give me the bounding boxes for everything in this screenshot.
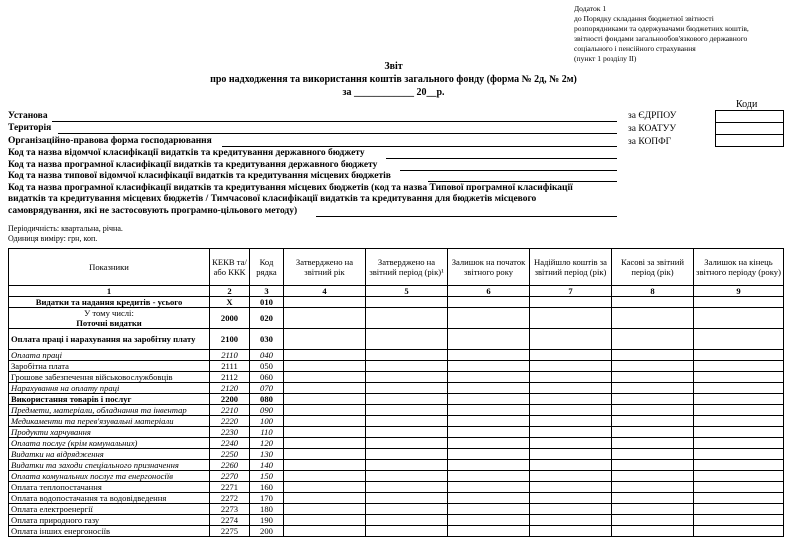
- row-code: 020: [250, 308, 284, 329]
- row-code: 010: [250, 297, 284, 308]
- value-cell[interactable]: [694, 405, 784, 416]
- annex-line: звітності фондами загальнообов'язкового державного: [574, 34, 748, 43]
- value-cell[interactable]: [448, 329, 530, 350]
- value-cell[interactable]: [448, 394, 530, 405]
- value-cell[interactable]: [530, 297, 612, 308]
- value-cell[interactable]: [284, 372, 366, 383]
- annex-note: [574, 4, 784, 64]
- unit-note: Одиниця виміру: грн, коп.: [8, 234, 98, 243]
- row-code: 050: [250, 361, 284, 372]
- value-cell[interactable]: [366, 329, 448, 350]
- column-number: 6: [448, 286, 530, 297]
- value-cell[interactable]: [612, 482, 694, 493]
- value-cell[interactable]: [284, 427, 366, 438]
- row-code: 040: [250, 350, 284, 361]
- col-header-received: Надійшло коштів за звітний період (рік): [530, 249, 612, 286]
- value-cell[interactable]: [366, 482, 448, 493]
- row-label: Оплата праці: [9, 350, 210, 361]
- value-cell[interactable]: [694, 297, 784, 308]
- value-cell[interactable]: [366, 383, 448, 394]
- value-cell[interactable]: [612, 394, 694, 405]
- value-cell[interactable]: [530, 394, 612, 405]
- kopfg-code-field[interactable]: [715, 134, 784, 147]
- row-label: Медикаменти та перев'язувальні матеріали: [9, 416, 210, 427]
- row-code: 160: [250, 482, 284, 493]
- row-code: 170: [250, 493, 284, 504]
- row-kekv: 2120: [210, 383, 250, 394]
- row-label-line: У тому числі:: [84, 308, 134, 318]
- column-number: 1: [9, 286, 210, 297]
- value-cell[interactable]: [694, 460, 784, 471]
- column-number: 9: [694, 286, 784, 297]
- table-row: [9, 438, 784, 449]
- column-number: 7: [530, 286, 612, 297]
- row-kekv: 2271: [210, 482, 250, 493]
- value-cell[interactable]: [448, 308, 530, 329]
- row-code: 190: [250, 515, 284, 526]
- value-cell[interactable]: [694, 427, 784, 438]
- value-cell[interactable]: [284, 471, 366, 482]
- value-cell[interactable]: [284, 460, 366, 471]
- value-cell[interactable]: [694, 372, 784, 383]
- row-kekv: 2273: [210, 504, 250, 515]
- value-cell[interactable]: [530, 350, 612, 361]
- value-cell[interactable]: [530, 308, 612, 329]
- value-cell[interactable]: [448, 361, 530, 372]
- row-label-line: Поточні видатки: [76, 318, 142, 328]
- row-label: Заробітна плата: [9, 361, 210, 372]
- value-cell[interactable]: [366, 493, 448, 504]
- row-kekv: 2100: [210, 329, 250, 350]
- field-prog-class-state: Код та назва програмної класифікації видатків та кредитування державного бюджету: [8, 160, 378, 170]
- value-cell[interactable]: [366, 394, 448, 405]
- annex-line: соціального і пенсійного страхування: [574, 44, 696, 53]
- value-cell[interactable]: [694, 471, 784, 482]
- value-cell[interactable]: [530, 416, 612, 427]
- row-kekv: 2112: [210, 372, 250, 383]
- table-row: [9, 405, 784, 416]
- value-cell[interactable]: [694, 308, 784, 329]
- value-cell[interactable]: [612, 416, 694, 427]
- report-title: Звіт: [384, 61, 403, 72]
- dept-class-state-input-line[interactable]: [386, 158, 617, 159]
- value-cell[interactable]: [284, 526, 366, 537]
- value-cell[interactable]: [530, 526, 612, 537]
- table-row: [9, 449, 784, 460]
- value-cell[interactable]: [366, 449, 448, 460]
- annex-line: до Порядку складання бюджетної звітності: [574, 14, 714, 23]
- table-row: [9, 372, 784, 383]
- col-header-kekv: КЕКВ та/або ККК: [210, 249, 250, 286]
- value-cell[interactable]: [530, 515, 612, 526]
- row-code: 110: [250, 427, 284, 438]
- value-cell[interactable]: [530, 449, 612, 460]
- code-label-kopfg: за КОПФГ: [628, 137, 672, 147]
- value-cell[interactable]: [284, 383, 366, 394]
- table-row: [9, 471, 784, 482]
- periodicity-note: Періодичність: квартальна, річна.: [8, 224, 123, 233]
- territory-input-line[interactable]: [58, 133, 617, 134]
- value-cell[interactable]: [694, 515, 784, 526]
- row-code: 060: [250, 372, 284, 383]
- row-kekv: 2272: [210, 493, 250, 504]
- value-cell[interactable]: [366, 438, 448, 449]
- col-header-cash: Касові за звітний період (рік): [612, 249, 694, 286]
- value-cell[interactable]: [612, 438, 694, 449]
- row-code: 070: [250, 383, 284, 394]
- table-row: [9, 394, 784, 405]
- col-header-approved-period: Затверджено на звітний період (рік)¹: [366, 249, 448, 286]
- value-cell[interactable]: [530, 504, 612, 515]
- field-institution: Установа: [8, 111, 48, 121]
- value-cell[interactable]: [530, 493, 612, 504]
- table-row: [9, 460, 784, 471]
- value-cell[interactable]: [612, 297, 694, 308]
- table-row: [9, 361, 784, 372]
- report-period: за ____________ 20__р.: [342, 87, 445, 98]
- col-header-row-code: Код рядка: [250, 249, 284, 286]
- field-territory: Територія: [8, 123, 52, 133]
- row-kekv: 2240: [210, 438, 250, 449]
- legal-form-input-line[interactable]: [222, 146, 617, 147]
- column-number: 3: [250, 286, 284, 297]
- value-cell[interactable]: [612, 427, 694, 438]
- value-cell[interactable]: [448, 427, 530, 438]
- value-cell[interactable]: [284, 438, 366, 449]
- value-cell[interactable]: [366, 308, 448, 329]
- value-cell[interactable]: [448, 493, 530, 504]
- field-prog-class-local-3: самоврядування, які не застосовують програмно-цільового методу): [8, 206, 298, 216]
- value-cell[interactable]: [612, 350, 694, 361]
- annex-line: (пункт 1 розділу II): [574, 54, 637, 63]
- value-cell[interactable]: [284, 297, 366, 308]
- row-label: Використання товарів і послуг: [9, 394, 210, 405]
- report-subtitle: про надходження та використання коштів загального фонду (форма № 2д, № 2м): [210, 74, 577, 85]
- row-code: 080: [250, 394, 284, 405]
- value-cell[interactable]: [530, 471, 612, 482]
- value-cell[interactable]: [284, 493, 366, 504]
- column-number: 8: [612, 286, 694, 297]
- row-code: 200: [250, 526, 284, 537]
- value-cell[interactable]: [530, 329, 612, 350]
- value-cell[interactable]: [366, 297, 448, 308]
- value-cell[interactable]: [284, 482, 366, 493]
- row-kekv: 2000: [210, 308, 250, 329]
- row-label: Оплата теплопостачання: [9, 482, 210, 493]
- field-prog-class-local-1: Код та назва програмної класифікації видатків та кредитування місцевих бюджетів (код та назва Типової програмної класифікації: [8, 183, 573, 193]
- prog-class-local-input-line[interactable]: [316, 216, 617, 217]
- value-cell[interactable]: [284, 504, 366, 515]
- row-code: 180: [250, 504, 284, 515]
- code-label-koatuu: за КОАТУУ: [628, 124, 677, 134]
- codes-label: Коди: [736, 99, 758, 110]
- column-number: 5: [366, 286, 448, 297]
- row-label: [9, 308, 210, 329]
- value-cell[interactable]: [694, 526, 784, 537]
- annex-line: Додаток 1: [574, 4, 607, 13]
- annex-line: розпорядниками та одержувачами бюджетних коштів,: [574, 24, 749, 33]
- row-code: 120: [250, 438, 284, 449]
- col-header-indicators: Показники: [9, 249, 210, 286]
- row-label: Оплата інших енергоносіїв: [9, 526, 210, 537]
- value-cell[interactable]: [612, 308, 694, 329]
- value-cell[interactable]: [530, 438, 612, 449]
- value-cell[interactable]: [284, 449, 366, 460]
- row-kekv: 2110: [210, 350, 250, 361]
- column-number: 2: [210, 286, 250, 297]
- row-label: Оплата водопостачання та водовідведення: [9, 493, 210, 504]
- value-cell[interactable]: [612, 329, 694, 350]
- row-code: 100: [250, 416, 284, 427]
- col-header-approved-year: Затверджено на звітний рік: [284, 249, 366, 286]
- value-cell[interactable]: [694, 504, 784, 515]
- row-code: 140: [250, 460, 284, 471]
- value-cell[interactable]: [366, 460, 448, 471]
- table-row: [9, 297, 784, 308]
- table-row: [9, 308, 784, 329]
- institution-input-line[interactable]: [52, 121, 617, 122]
- value-cell[interactable]: [694, 350, 784, 361]
- value-cell[interactable]: [530, 427, 612, 438]
- value-cell[interactable]: [694, 361, 784, 372]
- row-kekv: 2210: [210, 405, 250, 416]
- row-code: 130: [250, 449, 284, 460]
- value-cell[interactable]: [366, 515, 448, 526]
- value-cell[interactable]: [694, 482, 784, 493]
- value-cell[interactable]: [284, 394, 366, 405]
- row-kekv: 2220: [210, 416, 250, 427]
- value-cell[interactable]: [612, 493, 694, 504]
- value-cell[interactable]: [694, 416, 784, 427]
- row-label: Оплата послуг (крім комунальних): [9, 438, 210, 449]
- value-cell[interactable]: [448, 482, 530, 493]
- row-label: Видатки на відрядження: [9, 449, 210, 460]
- value-cell[interactable]: [612, 504, 694, 515]
- value-cell[interactable]: [530, 383, 612, 394]
- row-label: Оплата комунальних послуг та енергоносіїв: [9, 471, 210, 482]
- value-cell[interactable]: [694, 394, 784, 405]
- value-cell[interactable]: [530, 372, 612, 383]
- table-row: [9, 504, 784, 515]
- value-cell[interactable]: [694, 449, 784, 460]
- value-cell[interactable]: [448, 416, 530, 427]
- table-row: [9, 383, 784, 394]
- value-cell[interactable]: [366, 427, 448, 438]
- value-cell[interactable]: [612, 449, 694, 460]
- value-cell[interactable]: [612, 460, 694, 471]
- row-kekv: X: [210, 297, 250, 308]
- value-cell[interactable]: [448, 383, 530, 394]
- value-cell[interactable]: [366, 405, 448, 416]
- value-cell[interactable]: [612, 515, 694, 526]
- row-label: Грошове забезпечення військовослужбовців: [9, 372, 210, 383]
- table-row: [9, 427, 784, 438]
- value-cell[interactable]: [284, 350, 366, 361]
- code-label-edrpou: за ЄДРПОУ: [628, 111, 677, 121]
- value-cell[interactable]: [366, 361, 448, 372]
- value-cell[interactable]: [448, 504, 530, 515]
- value-cell[interactable]: [694, 383, 784, 394]
- value-cell[interactable]: [612, 405, 694, 416]
- row-label: Нарахування на оплату праці: [9, 383, 210, 394]
- prog-class-state-input-line[interactable]: [400, 170, 617, 171]
- value-cell[interactable]: [284, 416, 366, 427]
- value-cell[interactable]: [612, 361, 694, 372]
- value-cell[interactable]: [530, 460, 612, 471]
- value-cell[interactable]: [366, 504, 448, 515]
- value-cell[interactable]: [284, 405, 366, 416]
- row-label: Оплата природного газу: [9, 515, 210, 526]
- table-row: [9, 416, 784, 427]
- row-kekv: 2230: [210, 427, 250, 438]
- value-cell[interactable]: [284, 515, 366, 526]
- row-kekv: 2275: [210, 526, 250, 537]
- table-row: [9, 350, 784, 361]
- row-kekv: 2274: [210, 515, 250, 526]
- col-header-balance-start: Залишок на початок звітного року: [448, 249, 530, 286]
- value-cell[interactable]: [448, 515, 530, 526]
- field-typical-dept-class-local: Код та назва типової відомчої класифікації видатків та кредитування місцевих бюджетів: [8, 171, 391, 181]
- value-cell[interactable]: [694, 329, 784, 350]
- row-kekv: 2111: [210, 361, 250, 372]
- value-cell[interactable]: [448, 526, 530, 537]
- row-label: Предмети, матеріали, обладнання та інвентар: [9, 405, 210, 416]
- value-cell[interactable]: [366, 416, 448, 427]
- col-header-balance-end: Залишок на кінець звітного періоду (року): [694, 249, 784, 286]
- row-code: 090: [250, 405, 284, 416]
- value-cell[interactable]: [612, 526, 694, 537]
- value-cell[interactable]: [448, 449, 530, 460]
- value-cell[interactable]: [530, 361, 612, 372]
- field-legal-form: Організаційно-правова форма господарювання: [8, 136, 212, 146]
- row-kekv: 2200: [210, 394, 250, 405]
- value-cell[interactable]: [366, 471, 448, 482]
- value-cell[interactable]: [612, 471, 694, 482]
- row-kekv: 2270: [210, 471, 250, 482]
- value-cell[interactable]: [694, 493, 784, 504]
- typical-dept-class-local-input-line[interactable]: [428, 181, 617, 182]
- value-cell[interactable]: [448, 297, 530, 308]
- value-cell[interactable]: [366, 350, 448, 361]
- row-code: 030: [250, 329, 284, 350]
- field-dept-class-state: Код та назва відомчої класифікації видатків та кредитування державного бюджету: [8, 148, 365, 158]
- value-cell[interactable]: [448, 438, 530, 449]
- value-cell[interactable]: [694, 438, 784, 449]
- table-row: [9, 515, 784, 526]
- row-kekv: 2260: [210, 460, 250, 471]
- value-cell[interactable]: [448, 405, 530, 416]
- column-number-row: [9, 286, 784, 297]
- table-row: [9, 482, 784, 493]
- value-cell[interactable]: [366, 526, 448, 537]
- table-header-row: [9, 249, 784, 286]
- table-row: [9, 329, 784, 350]
- value-cell[interactable]: [612, 372, 694, 383]
- value-cell[interactable]: [448, 372, 530, 383]
- row-label: Видатки та заходи спеціального призначення: [9, 460, 210, 471]
- row-code: 150: [250, 471, 284, 482]
- report-table: [8, 248, 784, 537]
- value-cell[interactable]: [284, 361, 366, 372]
- value-cell[interactable]: [530, 482, 612, 493]
- row-kekv: 2250: [210, 449, 250, 460]
- table-row: [9, 493, 784, 504]
- value-cell[interactable]: [448, 460, 530, 471]
- column-number: 4: [284, 286, 366, 297]
- value-cell[interactable]: [284, 308, 366, 329]
- value-cell[interactable]: [530, 405, 612, 416]
- value-cell[interactable]: [448, 471, 530, 482]
- value-cell[interactable]: [284, 329, 366, 350]
- table-row: [9, 526, 784, 537]
- row-label: Продукти харчування: [9, 427, 210, 438]
- row-label: Оплата праці і нарахування на заробітну плату: [9, 329, 210, 350]
- value-cell[interactable]: [448, 350, 530, 361]
- row-label: Оплата електроенергії: [9, 504, 210, 515]
- row-label: Видатки та надання кредитів - усього: [9, 297, 210, 308]
- value-cell[interactable]: [366, 372, 448, 383]
- value-cell[interactable]: [612, 383, 694, 394]
- field-prog-class-local-2: видатків та кредитування місцевих бюджетів / Тимчасової класифікації видатків та кредитування для бюджетів місцевого: [8, 194, 537, 204]
